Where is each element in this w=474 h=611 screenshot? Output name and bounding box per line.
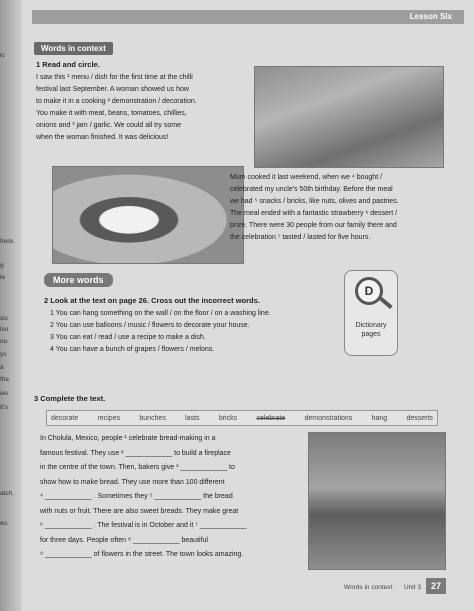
word-bank-item: decorate <box>51 414 79 422</box>
header-band <box>32 10 464 24</box>
footer-section: Words in context <box>344 584 393 591</box>
text-line: festival last September. A woman showed us how <box>36 86 189 93</box>
text-line: In Cholula, Mexico, people ¹ celebrate bread-making in a <box>40 435 216 442</box>
section-tag-words-in-context: Words in context <box>34 42 113 55</box>
cooking-demonstration-photo <box>254 66 444 168</box>
list-item: 1 You can hang something on the wall / on the floor / on a washing line. <box>50 310 271 317</box>
text-line: ⁹ ____________ of flowers in the street. The town looks amazing. <box>40 551 244 558</box>
exercise-1-title: 1 Read and circle. <box>36 60 100 69</box>
exercise-2-items <box>50 308 340 356</box>
text-line: ⁶ ____________ . The festival is in October and it ⁷ ____________ <box>40 522 247 529</box>
word-bank <box>46 410 438 426</box>
edge-fragment: le <box>0 274 6 281</box>
text-line: to make it in a cooking ² demonstration / decoration. <box>36 98 197 105</box>
dish-photo <box>52 166 244 264</box>
edge-fragment: ies <box>0 390 9 397</box>
word-bank-item: bricks <box>218 414 238 422</box>
text-line: The meal ended with a fantastic strawberry ⁶ dessert / <box>230 210 398 217</box>
text-line: in the centre of the town. Then, bakers give ³ ____________ to <box>40 464 235 471</box>
list-item: 4 You can have a bunch of grapes / flowers / melons. <box>50 346 215 353</box>
previous-page-edge <box>0 0 22 611</box>
section-tag-more-words: More words <box>44 273 113 287</box>
dictionary-pages-box <box>344 270 398 356</box>
text-line: the celebration ⁷ tasted / lasted for five hours. <box>230 234 371 241</box>
edge-fragment: ic <box>0 52 5 59</box>
lesson-title: Lesson Six <box>409 12 452 21</box>
text-line: Mum cooked it last weekend, when we ⁴ bought / <box>230 174 383 181</box>
edge-fragment: ys <box>0 351 7 358</box>
edge-fragment: sic <box>0 315 8 322</box>
word-bank-item: desserts <box>406 414 433 422</box>
edge-fragment: lso <box>0 326 9 333</box>
text-line: I saw this ¹ menu / dish for the first time at the chilli <box>36 74 193 81</box>
text-line: onions and ³ jam / garlic. We could all try some <box>36 122 181 129</box>
word-bank-item: recipes <box>97 414 121 422</box>
text-line: prize. There were 30 people from our family there and <box>230 222 397 229</box>
word-bank-item: celebrate <box>256 414 286 422</box>
edge-fragment: here. <box>0 238 15 245</box>
word-bank-item: demonstrations <box>304 414 353 422</box>
text-line: celebrated my uncle's 50th birthday. Before the meal <box>230 186 393 193</box>
footer-unit: Unit 3 <box>404 584 421 591</box>
text-line: we had ⁵ snacks / bricks, like nuts, olives and pastries. <box>230 198 399 205</box>
edge-fragment: g <box>0 262 4 269</box>
dictionary-label: Dictionary pages <box>355 322 387 338</box>
edge-fragment: a <box>0 364 4 371</box>
edge-fragment: ou <box>0 338 8 345</box>
magnifier-d-icon: D <box>355 277 383 305</box>
exercise-3-text <box>40 432 302 563</box>
list-item: 2 You can use balloons / music / flowers to decorate your house. <box>50 322 250 329</box>
page-body <box>22 0 474 611</box>
text-line: for three days. People often ⁸ ____________ beautiful <box>40 536 208 544</box>
text-line: ⁴ ____________ . Sometimes they ⁵ ____________ the bread <box>40 493 233 500</box>
word-bank-item: lasts <box>185 414 200 422</box>
text-line: You make it with meat, beans, tomatoes, chillies, <box>36 110 187 117</box>
text-line: with nuts or fruit. There are also sweet breads. They make great <box>40 507 239 515</box>
list-item: 3 You can eat / read / use a recipe to make a dish. <box>50 334 206 341</box>
edge-fragment: atch. <box>0 490 15 497</box>
word-bank-item: bunches <box>139 414 166 422</box>
festival-photo <box>308 432 446 570</box>
text-line: famous festival. They use ² ____________ to build a fireplace <box>40 449 231 457</box>
edge-fragment: It's <box>0 404 9 411</box>
text-line: show how to make bread. They use more than 100 different <box>40 478 225 486</box>
edge-fragment: es. <box>0 520 9 527</box>
exercise-2-title: 2 Look at the text on page 26. Cross out the incorrect words. <box>44 296 260 305</box>
text-line: when the woman finished. It was delicious! <box>36 134 169 141</box>
edge-fragment: the <box>0 376 10 383</box>
magnifier-handle-icon <box>379 297 392 309</box>
exercise-3-title: 3 Complete the text. <box>34 394 106 403</box>
exercise-1-text-left <box>36 72 236 144</box>
word-bank-item: hang <box>371 414 388 422</box>
page-number: 27 <box>426 578 446 594</box>
exercise-1-text-right <box>230 172 450 244</box>
